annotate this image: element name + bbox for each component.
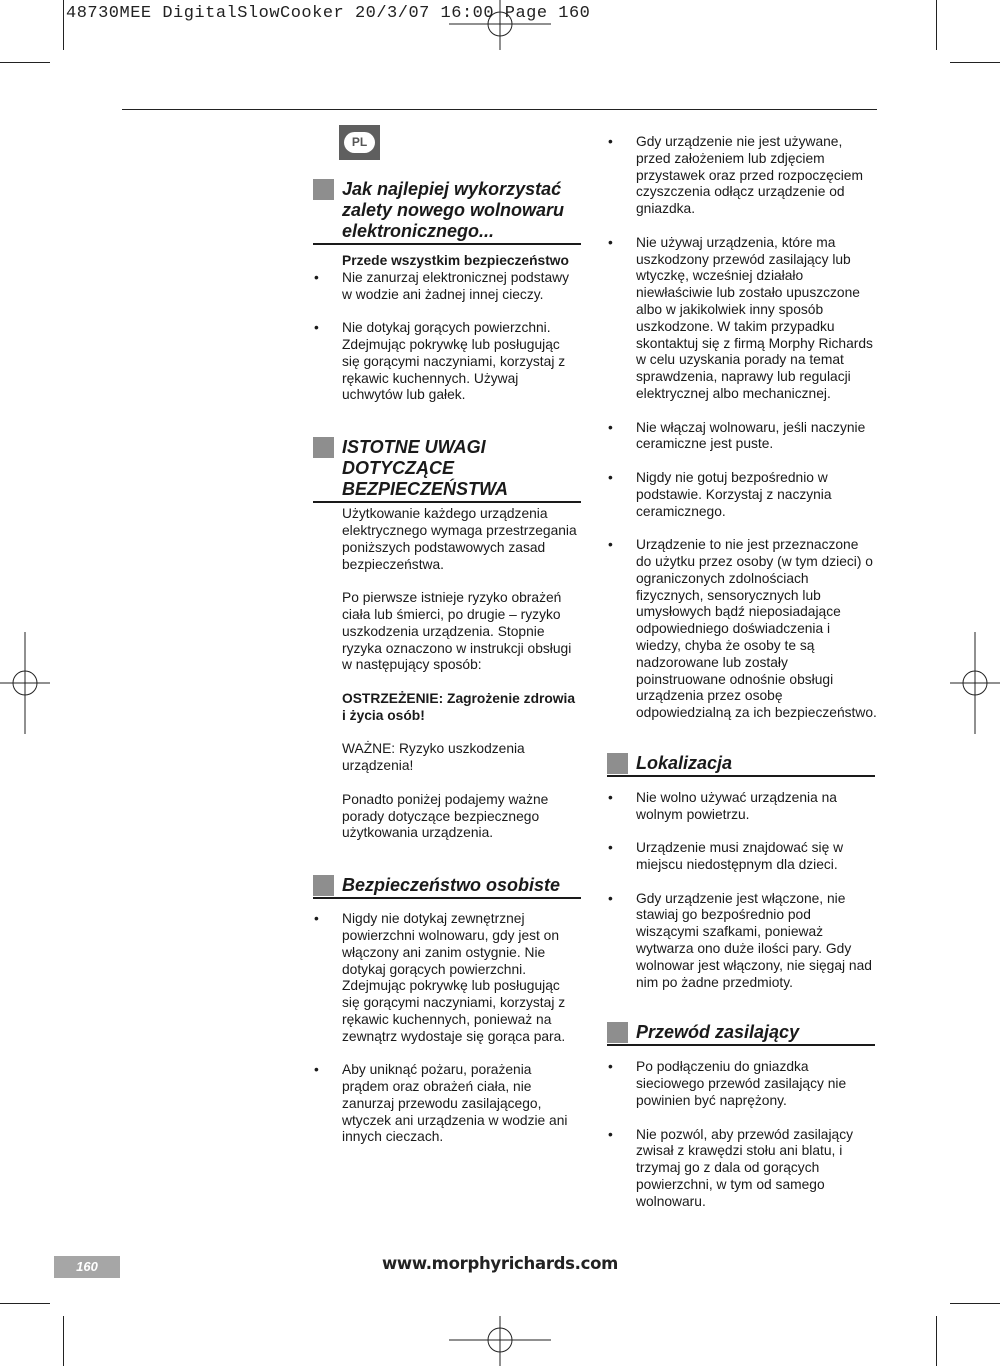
crop-mark xyxy=(63,1316,64,1366)
paragraph: Ponadto poniżej podajemy ważne porady dotyczące bezpiecznego użytkowania urządzenia. xyxy=(342,791,549,841)
print-slug: 48730MEE DigitalSlowCooker 20/3/07 16:00 Page 160 xyxy=(66,4,591,23)
registration-mark-icon xyxy=(449,0,551,50)
crop-mark xyxy=(950,1303,1000,1304)
left-column xyxy=(313,179,581,1146)
important-text: WAŻNE: Ryzyko uszkodzenia urządzenia! xyxy=(342,741,525,774)
list-item: • Gdy urządzenie jest włączone, nie stawiaj go bezpośrednio pod wiszącymi szafkami, ponieważ wytwarza ono duże ilości pary. Gdy wolnowar jest włączony, nie sięgaj nad nim po żadne przedmioty. xyxy=(608,890,872,990)
section-heading: Przewód zasilający xyxy=(607,1022,875,1046)
list-item: • Gdy urządzenie nie jest używane, przed założeniem lub zdjęciem przystawek oraz przed rozpoczęciem czyszczenia odłącz urządzenie od gniazdka. xyxy=(608,134,863,217)
paragraph: Użytkowanie każdego urządzenia elektrycznego wymaga przestrzegania poniższych podstawowych zasad bezpieczeństwa. xyxy=(342,506,577,572)
section-heading: Lokalizacja xyxy=(607,753,875,777)
heading-marker-icon xyxy=(313,437,334,458)
crop-mark xyxy=(0,1303,50,1304)
list-item: • Nigdy nie gotuj bezpośrednio w podstawie. Korzystaj z naczynia ceramicznego. xyxy=(608,469,832,519)
website-url[interactable]: www.morphyrichards.com xyxy=(381,1254,619,1273)
registration-mark-icon xyxy=(449,1316,551,1366)
list-item: • Nie włączaj wolnowaru, jeśli naczynie ceramiczne jest puste. xyxy=(608,419,866,452)
crop-mark xyxy=(936,1316,937,1366)
subheading: Przede wszystkim bezpieczeństwo xyxy=(342,253,569,268)
heading-marker-icon xyxy=(607,1022,628,1043)
heading-marker-icon xyxy=(313,179,334,200)
heading-marker-icon xyxy=(607,753,628,774)
list-item: • Aby uniknąć pożaru, porażenia prądem oraz obrażeń ciała, nie zanurzaj przewodu zasilającego, wtyczek ani urządzenia w wodzie ani innych cieczach. xyxy=(314,1062,568,1145)
crop-mark xyxy=(63,0,64,50)
list-item: • Nie wolno używać urządzenia na wolnym powietrzu. xyxy=(608,789,837,822)
crop-mark xyxy=(0,62,50,63)
list-item: • Po podłączeniu do gniazdka sieciowego przewód zasilający nie powinien być naprężony. xyxy=(608,1059,847,1109)
paragraph: Po pierwsze istnieje ryzyko obrażeń ciała lub śmierci, po drugie – ryzyko uszkodzenia urządzenia. Stopnie ryzyka oznaczono w instrukcji obsługi w następujący sposób: xyxy=(342,590,572,673)
list-item: • Nie dotykaj gorących powierzchni. Zdejmując pokrywkę lub posługując się gorącymi naczyniami, korzystaj z rękawic kuchennych. Używaj uchwytów lub gałek. xyxy=(314,320,566,403)
language-badge xyxy=(339,125,380,160)
list-item: • Nie zanurzaj elektronicznej podstawy w wodzie ani żadnej innej cieczy. xyxy=(314,269,569,302)
list-item: • Urządzenie to nie jest przeznaczone do użytku przez osoby (w tym dzieci) o ograniczonych zdolnościach fizycznych, sensorycznych lub umysłowych bądź nieposiadające odpowiedniego doświadczenia i wiedzy, chyba że osoby te są nadzorowane lub zostały poinstruowane odnośnie obsługi urządzenia przez osobę odpowiedzialną za ich bezpieczeństwo. xyxy=(608,537,877,721)
warning-text: OSTRZEŻENIE: Zagrożenie zdrowia i życia osób! xyxy=(342,690,576,723)
page-number: 160 xyxy=(54,1256,120,1278)
top-rule xyxy=(122,109,877,110)
registration-mark-icon xyxy=(0,632,50,734)
crop-mark xyxy=(936,0,937,50)
language-code: PL xyxy=(344,132,375,153)
registration-mark-icon xyxy=(950,632,1000,734)
section-heading: Jak najlepiej wykorzystać zalety nowego wolnowaru elektronicznego... xyxy=(313,179,581,245)
section-heading: ISTOTNE UWAGI DOTYCZĄCE BEZPIECZEŃSTWA xyxy=(313,437,581,503)
list-item: • Nie pozwól, aby przewód zasilający zwisał z krawędzi stołu ani blatu, i trzymaj go z dala od gorących powierzchni, w tym od samego wolnowaru. xyxy=(608,1126,854,1209)
list-item: • Urządzenie musi znajdować się w miejscu niedostępnym dla dzieci. xyxy=(608,840,844,873)
heading-marker-icon xyxy=(313,875,334,896)
crop-mark xyxy=(950,62,1000,63)
section-heading: Bezpieczeństwo osobiste xyxy=(313,875,581,899)
right-column xyxy=(607,134,877,1211)
list-item: • Nie używaj urządzenia, które ma uszkodzony przewód zasilający lub wtyczkę, wcześniej działało niewłaściwie lub zostało upuszczone albo w jakikolwiek inny sposób uszkodzone. W takim przypadku skontaktuj się z firmą Morphy Richards w celu uzyskania porady na temat sprawdzenia, naprawy lub regulacji elektrycznej albo mechanicznej. xyxy=(608,234,873,401)
list-item: • Nigdy nie dotykaj zewnętrznej powierzchni wolnowaru, gdy jest on włączony ani zanim ostygnie. Nie dotykaj gorących powierzchni. Zdejmując pokrywkę lub posługując się gorącymi naczyniami, korzystaj z rękawic kuchennych, ponieważ na zewnątrz wydostaje się gorąca para. xyxy=(314,911,566,1044)
